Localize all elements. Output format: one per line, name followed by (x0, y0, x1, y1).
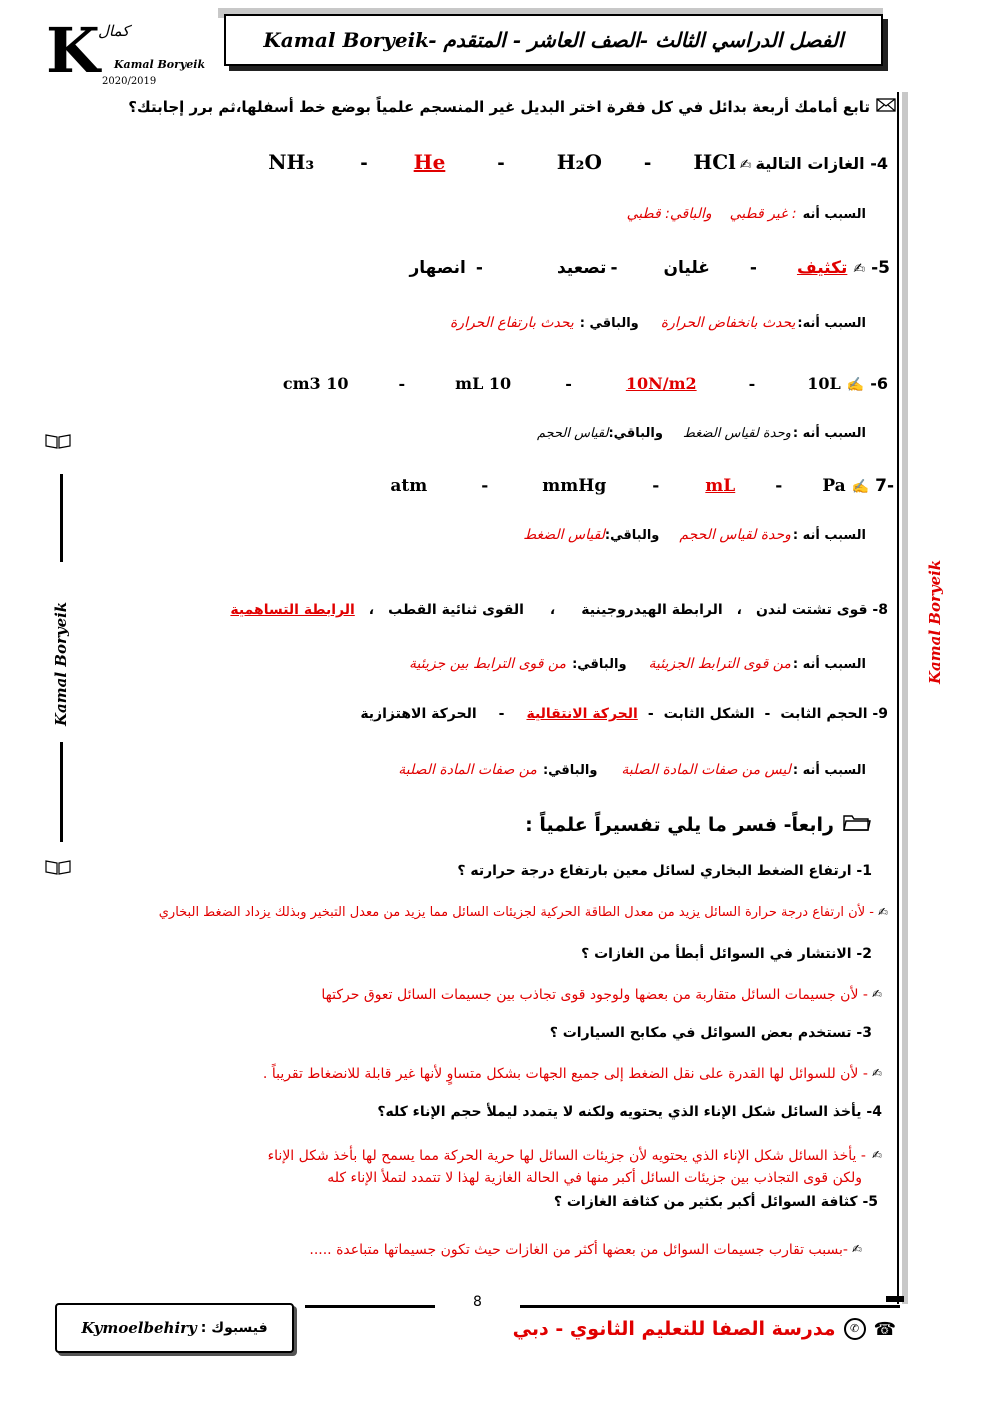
q7-rest-label: والباقي: (604, 528, 660, 543)
q5-answer: تكثيف (796, 258, 848, 278)
pen-icon: ✍ (851, 1242, 862, 1256)
q4-sep-3: - (360, 153, 368, 174)
q9-row (360, 706, 888, 722)
logo-name: Kamal Boryeik (114, 58, 206, 71)
q7-reason-text: وحدة لقياس الحجم (679, 527, 791, 543)
q7-reason (523, 527, 866, 543)
s4-a4-row (268, 1148, 882, 1164)
facebook-label: فيسبوك : (200, 1320, 268, 1336)
whatsapp-icon: ✆ (844, 1318, 866, 1340)
q4-row (268, 150, 888, 174)
q9-sep-1: - (764, 706, 771, 722)
logo-letter-k: K (46, 14, 100, 87)
q7-sep-1: - (775, 476, 783, 496)
s4-a5-row (309, 1242, 862, 1258)
q7-label: -7 (875, 476, 894, 496)
q4-label: 4- الغازات التالية (755, 154, 888, 173)
page-title-text: Kamal Boryeik- الفصل الدراسي الثالث -الصف العاشر - المتقدم (263, 28, 844, 52)
q5-sep-3: - (475, 258, 483, 278)
q7-reason-label: السبب أنه : (792, 528, 866, 543)
q7-sep-3: - (481, 476, 489, 496)
left-side-watermark: Kamal Boryeik (52, 601, 70, 726)
q7-row (390, 476, 894, 496)
q8-option-1: الرابطة الهيدروجينية (581, 602, 723, 618)
envelope-icon (876, 98, 896, 116)
q9-answer: الحركة الانتقالية (526, 706, 638, 722)
q6-reason (537, 426, 866, 441)
q6-reason-label: السبب أنه : (792, 426, 866, 441)
q5-label: 5- (871, 258, 890, 278)
q8-sep-2: ، (549, 602, 556, 618)
footer-line-right (520, 1305, 900, 1308)
footer-line-left (305, 1305, 435, 1308)
q8-row (230, 602, 888, 618)
q6-rest-text: لقياس الحجم (537, 426, 609, 441)
q9-option-3: الحركة الاهتزازية (360, 706, 477, 722)
footer-school (513, 1318, 896, 1340)
logo-signature: كمال (98, 22, 130, 40)
s4-a4: - يأخذ السائل شكل الإناء الذي يحتويه لأن جزيئات السائل لها حرية الحركة مما يسمح لها بأخذ شكل الإناء (267, 1148, 866, 1164)
q8-sep-3: ، (368, 602, 375, 618)
s4-q2: 2- الانتشار في السوائل أبطأ من الغازات ؟ (581, 946, 872, 962)
s4-a5: -بسبب تقارب جسيمات السوائل من بعضها أكثر من الغازات حيث تكون جسيماتها متباعدة ..... (309, 1242, 848, 1258)
page-title (224, 14, 883, 66)
s4-a3-row (263, 1066, 882, 1082)
q8-rest-label: والباقي: (572, 657, 627, 672)
q9-rest-label: والباقي: (542, 763, 598, 778)
q6-sep-3: - (398, 374, 406, 393)
book-icon-bottom (44, 858, 72, 880)
q6-row (283, 374, 888, 393)
q4-rest-text: والباقي: قطبي (626, 206, 712, 222)
q8-reason-label: السبب أنه : (792, 657, 866, 672)
s4-a1-row (159, 905, 888, 920)
q9-sep-3: - (498, 706, 505, 722)
instruction-text: تابع أمامك أربعة بدائل في كل فقرة اختر البديل غير المنسجم علمياً بوضع خط أسفلها،ثم برر إجابتك؟ (128, 98, 870, 116)
q5-option-4: انصهار (409, 258, 466, 278)
q4-sep-1: - (643, 153, 652, 174)
q7-sep-2: - (652, 476, 660, 496)
right-side-watermark: Kamal Boryeik (926, 559, 944, 684)
q8-sep-1: ، (736, 602, 742, 618)
q6-option-3: 10 mL (455, 374, 512, 393)
q4-option-2: H₂O (556, 150, 602, 174)
q4-answer: He (413, 150, 446, 174)
q9-label: 9- الحجم الثابت (780, 706, 888, 722)
q6-answer: 10N/m2 (625, 374, 697, 393)
pen-icon: ✍ (846, 377, 865, 393)
q5-reason (450, 315, 866, 331)
q5-reason-label: السبب أنه: (797, 316, 866, 331)
right-frame-shade (902, 92, 908, 1304)
q4-option-1: HCl (693, 150, 736, 174)
q7-rest-text: لقياس الضغط (523, 527, 605, 543)
page-number: 8 (473, 1294, 482, 1310)
pen-icon: ✍ (877, 905, 888, 919)
q5-sep-2: - (610, 258, 618, 278)
q5-option-3: تصعيد (556, 258, 607, 278)
pen-icon: ✍ (871, 1066, 882, 1080)
q6-reason-text: وحدة لقياس الضغط (682, 426, 791, 441)
s4-a1: - لأن ارتفاع درجة حرارة السائل يزيد من معدل الطاقة الحركية لجزيئات السائل مما يزيد من معدل التبخير وبذلك يزداد الضغط البخاري (158, 905, 874, 920)
facebook-box[interactable] (55, 1303, 294, 1353)
left-side-line-top (60, 474, 63, 562)
phone-icon: ☎ (873, 1318, 896, 1340)
pen-icon: ✍ (739, 157, 752, 173)
section4-heading (525, 812, 872, 837)
frame-corner (886, 1296, 904, 1302)
facebook-name[interactable]: Kymoelbehiry (81, 1319, 197, 1337)
q8-reason (409, 656, 866, 672)
q4-reason-text: : غير قطبي (729, 206, 797, 222)
q4-sep-2: - (497, 153, 505, 174)
q6-option-4: 10 cm3 (282, 374, 349, 393)
q9-sep-2: - (647, 706, 654, 722)
logo (40, 14, 210, 92)
q9-rest-text: من صفات المادة الصلبة (398, 762, 537, 778)
q8-label: 8- قوى تشتت لندن (755, 602, 888, 618)
pen-icon: ✍ (871, 987, 882, 1001)
s4-q3: 3- تستخدم بعض السوائل في مكابح السيارات ؟ (549, 1025, 872, 1041)
logo-year: 2020/2019 (102, 76, 157, 87)
s4-q1: 1- ارتفاع الضغط البخاري لسائل معين بارتفاع درجة حرارته ؟ (457, 863, 872, 879)
q5-sep-1: - (749, 258, 757, 278)
q5-row (410, 258, 890, 278)
school-name: مدرسة الصفا للتعليم الثانوي - دبي (512, 1318, 836, 1340)
q9-reason-label: السبب أنه : (792, 763, 866, 778)
q5-rest-label: والباقي : (579, 316, 639, 331)
q9-option-1: الشكل الثابت (663, 706, 755, 722)
q8-answer: الرابطة التساهمية (230, 602, 355, 618)
q9-reason (398, 762, 866, 778)
q6-sep-1: - (748, 374, 756, 393)
pen-icon: ✍ (853, 261, 866, 277)
s4-a2-row (321, 987, 882, 1003)
s4-a4-line2: ولكن قوى التجاذب بين جزيئات السائل أكبر منها في الحالة الغازية لهذا لا تتمدد لتملأ الإناء كله (327, 1170, 862, 1186)
instruction-line (128, 98, 896, 116)
q5-rest-text: يحدث بارتفاع الحرارة (449, 315, 574, 331)
s4-q5: 5- كثافة السوائل أكبر بكثير من كثافة الغازات ؟ (553, 1194, 878, 1210)
q7-answer: mL (705, 476, 736, 496)
q7-option-1: Pa (822, 476, 846, 496)
folder-icon (842, 812, 872, 837)
q6-label: 6- (870, 374, 888, 393)
pen-icon: ✍ (871, 1148, 882, 1162)
s4-a3: - لأن للسوائل لها القدرة على نقل الضغط إلى جميع الجهات بشكل متساوٍ لأنها غير قابلة للانضغاط تقريباً . (262, 1066, 868, 1082)
q4-option-4: NH₃ (268, 150, 315, 174)
q4-reason (627, 206, 866, 222)
s4-q4: 4- يأخذ السائل شكل الإناء الذي يحتويه ولكنه لا يتمدد ليملأ حجم الإناء كله؟ (377, 1104, 882, 1120)
pen-icon: ✍ (851, 479, 870, 495)
q7-option-3: mmHg (542, 476, 607, 496)
section4-title: رابعاً- فسر ما يلي تفسيراً علمياً : (525, 813, 834, 836)
book-icon-top (44, 432, 72, 454)
q6-sep-2: - (565, 374, 572, 393)
right-frame-line (897, 92, 899, 1304)
q5-option-2: غليان (663, 258, 710, 278)
q9-reason-text: ليس من صفات المادة الصلبة (621, 762, 791, 778)
q6-option-1: 10L (807, 374, 841, 393)
q5-reason-text: يحدث بانخفاض الحرارة (660, 315, 796, 331)
q8-rest-text: من قوى الترابط بين جزيئية (409, 656, 567, 672)
left-side-line-bottom (60, 742, 63, 842)
q8-reason-text: من قوى الترابط الجزيئية (648, 656, 791, 672)
q7-option-4: atm (390, 476, 428, 496)
q4-reason-label: السبب أنه (802, 207, 866, 222)
q8-option-2: القوى ثنائية القطب (388, 602, 524, 618)
s4-a2: - لأن جسيمات السائل متقاربة من بعضها ولوجود قوى تجاذب بين جسيمات السائل تعوق حركتها (321, 987, 868, 1003)
q6-rest-label: والباقي: (608, 426, 663, 441)
